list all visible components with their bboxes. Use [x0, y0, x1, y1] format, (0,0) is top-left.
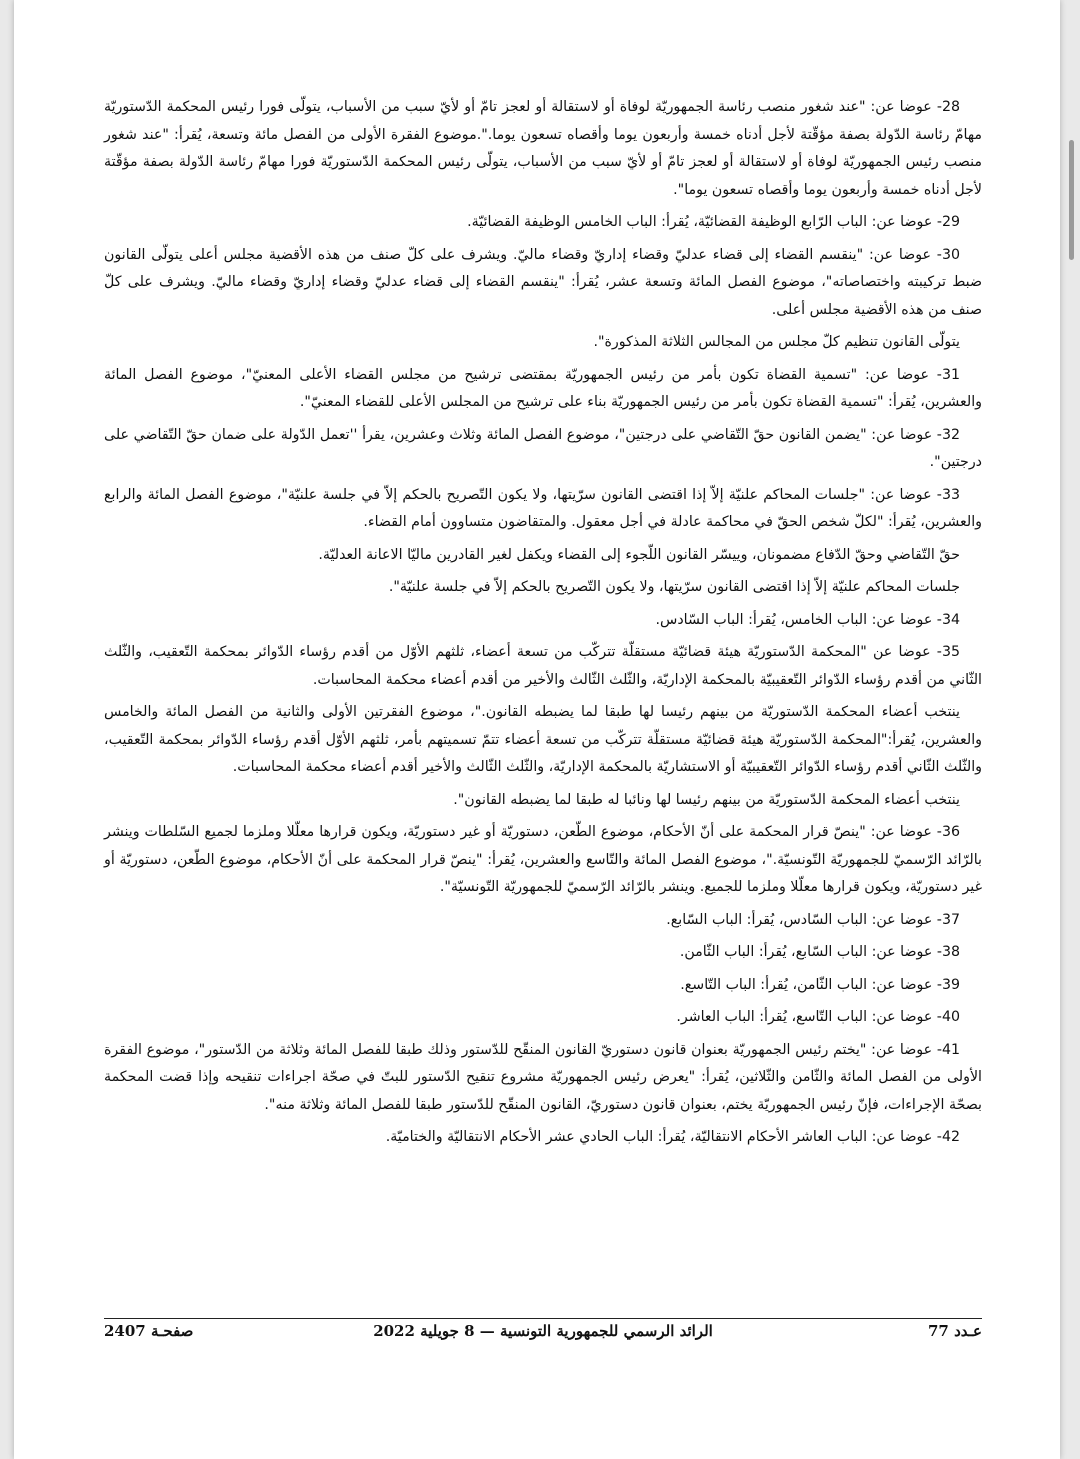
amendment-item: 35- عوضا عن "المحكمة الدّستوريّة هيئة قضائيّة مستقلّة تتركّب من تسعة أعضاء، ثلثهم الأوّل من أقدم رؤساء الدّوائر بمحكمة التّعقيب، والثّلث الثّاني من أقدم رؤساء الدّوائر التّعقيبيّة بالمحكمة الإداريّة، والثّلث الثّالث والأخير من أقدم أعضاء محكمة المحاسبات.: [104, 644, 982, 688]
amendment-item: 38- عوضا عن: الباب السّابع، يُقرأ: الباب الثّامن.: [679, 944, 960, 960]
amendment-item: 29- عوضا عن: الباب الرّابع الوظيفة القضائيّة، يُقرأ: الباب الخامس الوظيفة القضائيّة.: [467, 214, 960, 230]
amendment-item: 32- عوضا عن: "يضمن القانون حقّ التّقاضي على درجتين"، موضوع الفصل المائة وثلاث وعشرين، يقرأ ''تعمل الدّولة على ضمان حقّ التّقاضي على درجتين".: [104, 426, 982, 470]
issue-number: عـدد 77: [928, 1322, 982, 1340]
journal-title-date: الرائد الرسمي للجمهورية التونسية — 8 جويلية 2022: [373, 1322, 713, 1340]
amendment-item: 30- عوضا عن: "ينقسم القضاء إلى قضاء عدليّ وقضاء إداريّ وقضاء ماليّ. ويشرف على كلّ صنف من هذه الأقضية مجلس أعلى يتولّى القانون ضبط تركيبته واختصاصاته"، موضوع الفصل المائة وتسعة عشر، يُقرأ: "ينقسم القضاء إلى قضاء عدليّ وقضاء إداريّ وقضاء ماليّ. ويشرف على كلّ صنف من هذه الأقضية مجلس أعلى.: [104, 246, 982, 318]
page-number: صفحـة 2407: [104, 1322, 194, 1340]
amendment-paragraph: جلسات المحاكم علنيّة إلاّ إذا اقتضى القانون سرّيتها، ولا يكون التّصريح بالحكم إلاّ في جلسة علنيّة".: [388, 579, 960, 595]
amendment-item: 41- عوضا عن: "يختم رئيس الجمهوريّة بعنوان قانون دستوريّ القانون المنقّح للدّستور وذلك طبقا للفصل المائة وثلاثة من الدّستور"، موضوع الفقرة الأولى من الفصل المائة والثّامن والثّلاثين، يُقرأ: "يعرض رئيس الجمهوريّة مشروع تنقيح الدّستور للبتّ في صحّة اجراءات تنقيحه وإذا قضت المحكمة بصحّة الإجراءات، فإنّ رئيس الجمهوريّة يختم، بعنوان قانون دستوريّ، القانون المنقّح للدّستور طبقا للفصل المائة وثلاثة منه".: [104, 1041, 982, 1113]
amendment-item: 36- عوضا عن: "ينصّ قرار المحكمة على أنّ الأحكام، موضوع الطّعن، دستوريّة أو غير دستوريّة، ويكون قرارها معلّلا وملزما لجميع السّلطات وينشر بالرّائد الرّسميّ للجمهوريّة التّونسيّة."، موضوع الفصل المائة والتّاسع والعشرين، يُقرأ: "ينصّ قرار المحكمة على أنّ الأحكام، موضوع الطّعن، دستوريّة أو غير دستوريّة، ويكون قرارها معلّلا وملزما للجميع. وينشر بالرّائد الرّسميّ للجمهوريّة التّونسيّة".: [104, 824, 982, 895]
document-page: [14, 0, 1060, 1459]
amendment-paragraph: حقّ التّقاضي وحقّ الدّفاع مضمونان، وييسّر القانون اللّجوء إلى القضاء ويكفل لغير القادرين ماليّا الاعانة العدليّة.: [318, 546, 960, 563]
footer-divider: [104, 1318, 982, 1319]
amendment-item: 39- عوضا عن: الباب الثّامن، يُقرأ: الباب التّاسع.: [680, 976, 960, 993]
page-footer: [104, 1322, 982, 1352]
amendment-item: 34- عوضا عن: الباب الخامس، يُقرأ: الباب السّادس.: [655, 611, 960, 628]
amendment-item: 31- عوضا عن: "تسمية القضاة تكون بأمر من رئيس الجمهوريّة بمقتضى ترشيح من مجلس القضاء الأعلى المعنيّ"، موضوع الفصل المائة والعشرين، يُقرأ: "تسمية القضاة تكون بأمر من رئيس الجمهوريّة بناء على ترشيح من المجلس الأعلى للقضاء المعنيّ".: [104, 366, 982, 410]
amendment-item: 42- عوضا عن: الباب العاشر الأحكام الانتقاليّة، يُقرأ: الباب الحادي عشر الأحكام الانتقاليّة والختاميّة.: [385, 1129, 960, 1145]
amendment-paragraph: ينتخب أعضاء المحكمة الدّستوريّة من بينهم رئيسا لها ونائبا له طبقا لما يضبطه القانون".: [453, 791, 960, 808]
amendment-item: 40- عوضا عن: الباب التّاسع، يُقرأ: الباب العاشر.: [676, 1009, 960, 1025]
amendment-item: 37- عوضا عن: الباب السّادس، يُقرأ: الباب السّابع.: [666, 911, 960, 928]
scrollbar-thumb[interactable]: [1069, 140, 1074, 260]
amendment-paragraph: ينتخب أعضاء المحكمة الدّستوريّة من بينهم رئيسا لها طبقا لما يضبطه القانون."، موضوع الفقرتين الأولى والثانية من الفصل المائة والخامس والعشرين، يُقرأ:"المحكمة الدّستوريّة هيئة قضائيّة مستقلّة تتركّب من تسعة أعضاء تتمّ تسميتهم بأمر، ثلثهم الأوّل أقدم رؤساء الدّوائر بمحكمة التّعقيب، والثّلث الثّاني أقدم رؤساء الدّوائر التّعقيبيّة أو الاستشاريّة بالمحكمة الإداريّة، والثّلث الثّالث والأخير أقدم أعضاء محكمة المحاسبات.: [104, 704, 982, 775]
amendment-item: 33- عوضا عن: "جلسات المحاكم علنيّة إلاّ إذا اقتضى القانون سرّيتها، ولا يكون التّصريح بالحكم إلاّ في جلسة علنيّة"، موضوع الفصل المائة والرابع والعشرين، يُقرأ: "لكلّ شخص الحقّ في محاكمة عادلة في أجل معقول. والمتقاضون متساوون أمام القضاء.: [104, 486, 982, 530]
document-body: [104, 94, 982, 1157]
amendment-item: 28- عوضا عن: "عند شغور منصب رئاسة الجمهوريّة لوفاة أو لاستقالة أو لعجز تامّ أو لأيّ سبب من الأسباب، يتولّى فورا رئيس المحكمة الدّستوريّة مهامّ رئاسة الدّولة بصفة مؤقّتة لأجل أدناه خمسة وأربعون يوما وأقصاه تسعون يوما.".موضوع الفقرة الأولى من الفصل مائة وتسعة، يُقرأ: "عند شغور منصب رئيس الجمهوريّة لوفاة أو لاستقالة أو لعجز تامّ أو لأيّ سبب من الأسباب، يتولّى رئيس المحكمة الدّستوريّة فورا مهامّ رئاسة الدّولة بصفة مؤقّتة لأجل أدناه خمسة وأربعون يوما وأقصاه تسعون يوما".: [104, 99, 982, 198]
amendment-paragraph: يتولّى القانون تنظيم كلّ مجلس من المجالس الثلاثة المذكورة".: [593, 334, 960, 350]
